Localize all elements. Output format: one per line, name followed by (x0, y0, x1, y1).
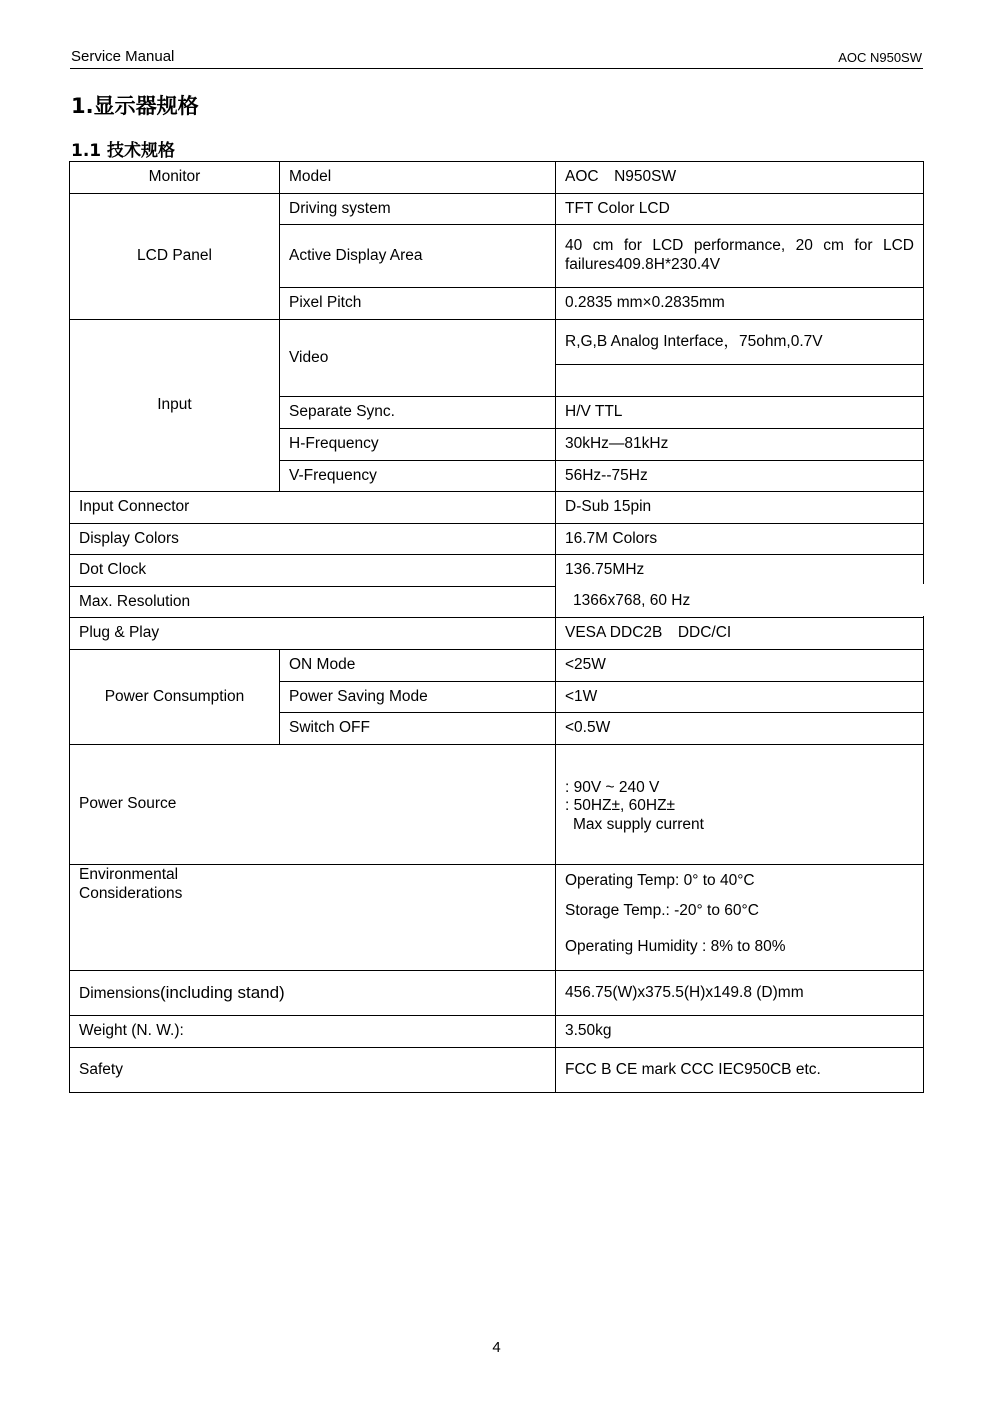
video-value-extra (556, 365, 924, 397)
border-gap (921, 584, 927, 616)
driving-system-key: Driving system (280, 194, 556, 225)
table-row (70, 320, 924, 365)
table-row (70, 1016, 924, 1048)
table-row (70, 194, 924, 225)
active-display-area-value: 40 cm for LCD performance, 20 cm for LCD failures409.8H*230.4V (556, 225, 924, 288)
video-key: Video (280, 320, 556, 397)
monitor-label: Monitor (70, 162, 280, 194)
table-row (70, 1048, 924, 1093)
environmental-label-line2: Considerations (79, 884, 183, 902)
table-row (70, 865, 924, 971)
environmental-label (70, 865, 556, 971)
table-row (70, 745, 924, 865)
power-source-voltage: : 90V ~ 240 V (565, 778, 660, 796)
operating-humidity: Operating Humidity : 8% to 80% (565, 938, 786, 955)
display-colors-label: Display Colors (70, 524, 556, 555)
weight-value: 3.50kg (556, 1016, 924, 1048)
dot-clock-label: Dot Clock (70, 555, 556, 587)
spec-table (69, 161, 924, 1093)
plug-play-label: Plug & Play (70, 618, 556, 650)
operating-temp: Operating Temp: 0° to 40°C (565, 872, 755, 889)
dimensions-label (70, 971, 556, 1016)
power-saving-value: <1W (556, 682, 924, 713)
video-value: R,G,B Analog Interface，75ohm,0.7V (556, 320, 924, 365)
subsection-heading: 1.1 技术规格 (71, 141, 176, 161)
h-frequency-key: H-Frequency (280, 429, 556, 461)
plug-play-value: VESA DDC2B DDC/CI (556, 618, 924, 650)
input-label: Input (70, 320, 280, 492)
power-source-label: Power Source (70, 745, 556, 865)
driving-system-value: TFT Color LCD (556, 194, 924, 225)
dimensions-label-suffix: (including stand) (159, 982, 285, 1002)
power-source-frequency: : 50HZ±, 60HZ± (565, 797, 676, 815)
switch-off-value: <0.5W (556, 713, 924, 745)
power-consumption-label: Power Consumption (70, 650, 280, 745)
safety-label: Safety (70, 1048, 556, 1093)
section-heading: 1.显示器规格 (71, 94, 199, 118)
table-row (70, 524, 924, 555)
on-mode-value: <25W (556, 650, 924, 682)
h-frequency-value: 30kHz—81kHz (556, 429, 924, 461)
header-model: AOC N950SW (838, 50, 922, 65)
on-mode-key: ON Mode (280, 650, 556, 682)
separate-sync-key: Separate Sync. (280, 397, 556, 429)
header-title: Service Manual (71, 48, 175, 65)
display-colors-value: 16.7M Colors (556, 524, 924, 555)
table-row (70, 492, 924, 524)
power-source-current: Max supply current (573, 815, 704, 833)
table-row (70, 971, 924, 1016)
model-value: AOC N950SW (556, 162, 924, 194)
table-row (70, 162, 924, 194)
lcd-panel-label: LCD Panel (70, 194, 280, 320)
v-frequency-key: V-Frequency (280, 461, 556, 492)
active-display-area-key: Active Display Area (280, 225, 556, 288)
page-number: 4 (492, 1339, 501, 1356)
input-connector-label: Input Connector (70, 492, 556, 524)
power-source-value (556, 745, 924, 865)
header-rule (70, 68, 923, 69)
table-row (70, 650, 924, 682)
pixel-pitch-key: Pixel Pitch (280, 288, 556, 320)
table-row (70, 555, 924, 587)
max-resolution-value: 1366x768, 60 Hz (556, 587, 924, 618)
table-row (70, 587, 924, 618)
power-saving-key: Power Saving Mode (280, 682, 556, 713)
dot-clock-value: 136.75MHz (556, 555, 924, 587)
input-connector-value: D-Sub 15pin (556, 492, 924, 524)
switch-off-key: Switch OFF (280, 713, 556, 745)
safety-value: FCC B CE mark CCC IEC950CB etc. (556, 1048, 924, 1093)
dimensions-label-main: Dimensions (79, 984, 160, 1002)
storage-temp: Storage Temp.: -20° to 60°C (565, 902, 759, 919)
environmental-label-line1: Environmental (79, 866, 179, 883)
weight-label: Weight (N. W.): (70, 1016, 556, 1048)
max-resolution-label: Max. Resolution (70, 587, 556, 618)
v-frequency-value: 56Hz--75Hz (556, 461, 924, 492)
environmental-value (556, 865, 924, 971)
dimensions-value: 456.75(W)x375.5(H)x149.8 (D)mm (556, 971, 924, 1016)
separate-sync-value: H/V TTL (556, 397, 924, 429)
pixel-pitch-value: 0.2835 mm×0.2835mm (556, 288, 924, 320)
model-key: Model (280, 162, 556, 194)
table-row (70, 618, 924, 650)
